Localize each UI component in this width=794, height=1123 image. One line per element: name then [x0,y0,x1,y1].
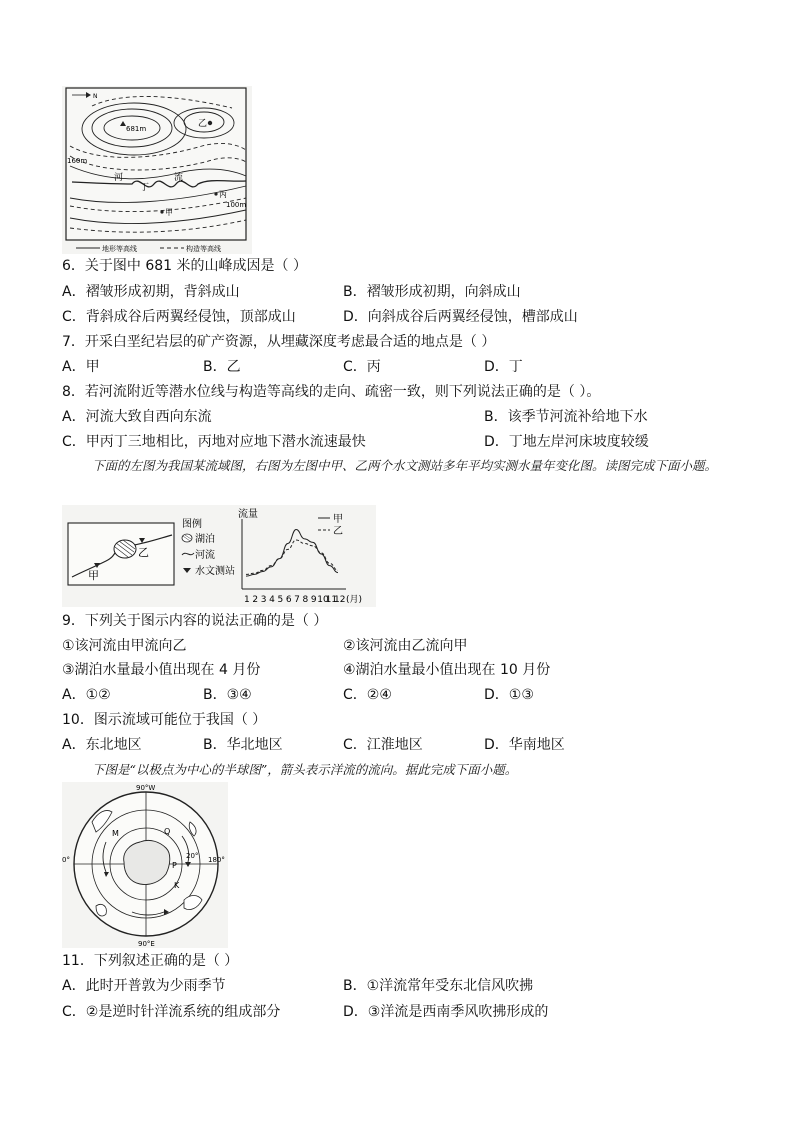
q9-item-4: ④湖泊水量最小值出现在 10 月份 [343,662,551,678]
label-flow: 流 [174,173,184,183]
basin-figure [62,505,376,607]
peak-681-label: 681m [126,125,147,133]
q6-option-c[interactable]: C．背斜成谷后两翼经侵蚀，顶部成山 [62,309,296,325]
label-p: P [172,861,177,870]
q9-option-b[interactable]: B．③④ [203,687,252,703]
q10-option-c[interactable]: C．江淮地区 [343,737,423,753]
q7-option-d[interactable]: D．丁 [484,359,523,375]
label-ding: 丁 [140,183,150,193]
label-river: 河 [114,173,124,183]
q9-item-1: ①该河流由甲流向乙 [62,638,187,654]
label-90w: 90°W [136,784,156,792]
contour-map-svg [62,86,252,254]
x-tick-labels [244,595,345,605]
q11-option-b[interactable]: B．①洋流常年受东北信风吹拂 [343,978,534,994]
q9-option-d[interactable]: D．①③ [484,687,534,703]
q9-item-2: ②该河流由乙流向甲 [343,638,468,654]
q10-option-b[interactable]: B．华北地区 [203,737,283,753]
intro-polar: 下图是“以极点为中心的半球图”，箭头表示洋流的流向。据此完成下面小题。 [92,762,518,777]
q10-stem: 10．图示流域可能位于我国（ ） [62,712,267,728]
q8-option-d[interactable]: D．丁地左岸河床坡度较缓 [484,434,649,450]
q8-option-b[interactable]: B．该季节河流补给地下水 [484,409,648,425]
x-tick-label: 4 [269,595,275,605]
q6-option-b[interactable]: B．褶皱形成初期，向斜成山 [343,284,521,300]
svg-text:N: N [93,93,98,100]
x-tick-label: 5 [277,595,284,605]
label-0deg: 0° [62,856,70,864]
x-tick-label: 9 [310,595,317,605]
q11-option-a[interactable]: A．此时开普敦为少雨季节 [62,978,226,994]
q9-stem: 9．下列关于图示内容的说法正确的是（ ） [62,613,328,629]
label-20deg: 20° [186,852,199,860]
q11-option-c[interactable]: C．②是逆时针洋流系统的组成部分 [62,1004,281,1020]
x-tick-label: 2 [252,595,259,605]
legend-title: 图例 [182,519,202,530]
map-label-yi: 乙 [138,546,149,559]
chart-legend-yi: 乙 [333,526,343,537]
x-tick-label: 6 [285,595,292,605]
q9-item-3: ③湖泊水量最小值出现在 4 月份 [62,662,261,678]
map-label-jia: 甲 [88,569,99,582]
q10-option-a[interactable]: A．东北地区 [62,737,142,753]
legend-station: 水文测站 [195,566,235,577]
x-tick-label: 8 [302,595,309,605]
q10-option-d[interactable]: D．华南地区 [484,737,565,753]
legend-river: 河流 [195,550,215,561]
x-tick-label: 1 [244,595,250,605]
q8-option-c[interactable]: C．甲丙丁三地相比，丙地对应地下潜水流速最快 [62,434,366,450]
legend-lake: 湖泊 [195,534,215,545]
q7-option-a[interactable]: A．甲 [62,359,100,375]
legend-contour: 地形等高线 [102,245,137,253]
q9-option-a[interactable]: A．①② [62,687,111,703]
q7-option-b[interactable]: B．乙 [203,359,241,375]
x-tick-label: 11 [325,595,338,605]
x-tick-label: 3 [260,595,267,605]
x-tick-label: 7 [294,595,300,605]
series-line-jia [246,530,338,577]
q8-stem: 8．若河流附近等潜水位线与构造等高线的走向、疏密一致，则下列说法正确的是（ ）。 [62,384,601,400]
q8-option-a[interactable]: A．河流大致自西向东流 [62,409,212,425]
label-90e: 90°E [138,940,155,948]
label-160m: 160m [67,157,88,165]
chart-legend-jia: 甲 [333,514,343,525]
q7-stem: 7．开采白垩纪岩层的矿产资源，从埋藏深度考虑最合适的地点是（ ） [62,334,496,350]
q11-stem: 11．下列叙述正确的是（ ） [62,953,239,969]
intro-basin: 下面的左图为我国某流域图，右图为左图中甲、乙两个水文测站多年平均实测水量年变化图。读图完成下面小题。 [92,458,718,473]
x-tick-label: 10 [317,595,329,605]
flow-chart [238,507,362,605]
basin-svg [62,505,376,607]
label-q: Q [164,827,171,836]
label-100m: 100m [226,201,247,209]
q6-stem: 6．关于图中 681 米的山峰成因是（ ） [62,258,307,274]
label-yi: 乙 [198,119,208,129]
x-tick-label: 12 [334,595,346,605]
label-m: M [112,829,119,838]
polar-map-figure [62,782,228,948]
q7-option-c[interactable]: C．丙 [343,359,381,375]
label-jia: 甲 [165,208,173,217]
chart-ylabel: 流量 [238,509,258,520]
q6-option-a[interactable]: A．褶皱形成初期，背斜成山 [62,284,240,300]
contour-map-figure [62,86,252,254]
legend-structure: 构造等高线 [186,245,221,253]
q6-option-d[interactable]: D．向斜成谷后两翼经侵蚀，槽部成山 [343,309,578,325]
polar-map-svg [62,782,228,948]
label-k: K [174,881,180,890]
chart-xlabel: (月) [346,595,363,605]
q11-option-d[interactable]: D．③洋流是西南季风吹拂形成的 [343,1004,549,1020]
q9-option-c[interactable]: C．②④ [343,687,392,703]
label-bing: 丙 [219,190,227,199]
label-180deg: 180° [208,856,225,864]
